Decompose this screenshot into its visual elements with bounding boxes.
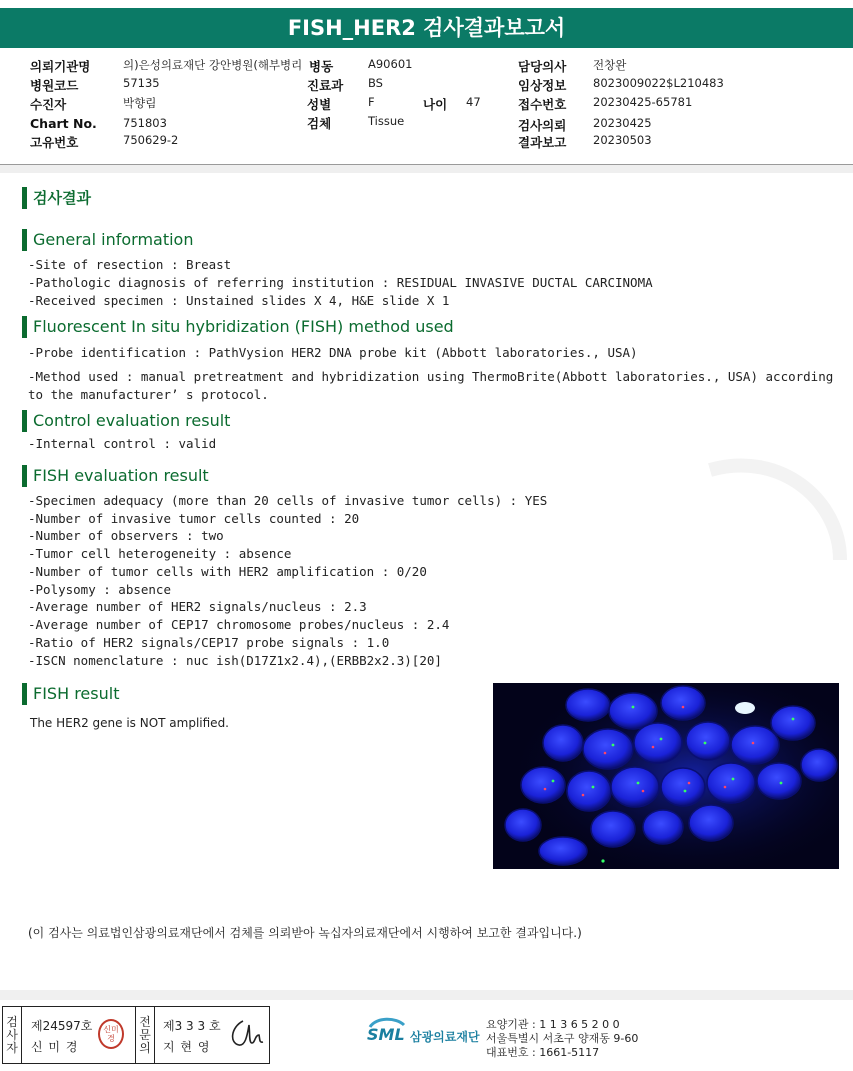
evaluation-line: -Tumor cell heterogeneity : absence <box>28 546 292 561</box>
value-specimen: Tissue <box>368 114 405 128</box>
evaluation-line: -Polysomy : absence <box>28 582 171 597</box>
method-line: -Probe identification : PathVysion HER2 DNA probe kit (Abbott laboratories., USA) <box>28 345 638 360</box>
evaluation-line: -Ratio of HER2 signals/CEP17 probe signals : 1.0 <box>28 635 390 650</box>
section-fish-result-title: FISH result <box>22 683 119 705</box>
method-line: to the manufacturer’ s protocol. <box>28 387 269 402</box>
label-requesting-institution: 의뢰기관명 <box>30 59 91 74</box>
fish-micrograph-image <box>493 683 839 869</box>
evaluation-line: -Average number of CEP17 chromosome probes/nucleus : 2.4 <box>28 617 450 632</box>
general-line: -Pathologic diagnosis of referring institution : RESIDUAL INVASIVE DUCTAL CARCINOMA <box>28 275 653 290</box>
general-line: -Site of resection : Breast <box>28 257 232 272</box>
signature-box <box>2 1006 270 1064</box>
result-heading: 검사결과 <box>22 187 91 209</box>
label-department: 진료과 <box>307 78 344 93</box>
label-ward: 병동 <box>309 59 334 74</box>
evaluation-line: -Average number of HER2 signals/nucleus : 2.3 <box>28 599 367 614</box>
inspector-license: 제24597호 <box>31 1019 93 1033</box>
footer-address: 서울특별시 서초구 양재동 9-60 <box>486 1032 639 1045</box>
footer-band <box>0 990 853 1000</box>
value-department: BS <box>368 76 383 90</box>
label-specimen: 검체 <box>307 116 332 131</box>
label-chart-no: Chart No. <box>30 116 97 131</box>
footer-phone: 대표번호 : 1661-5117 <box>486 1046 600 1059</box>
label-request-date: 검사의뢰 <box>518 118 567 133</box>
section-general-information-title: General information <box>22 229 193 251</box>
logo-text: SML <box>367 1025 405 1044</box>
org-name: 삼광의료재단 <box>410 1030 480 1044</box>
label-sex: 성별 <box>307 97 332 112</box>
section-control-evaluation-title: Control evaluation result <box>22 410 230 432</box>
value-patient: 박향림 <box>123 96 157 110</box>
value-chart-no: 751803 <box>123 116 167 130</box>
value-ward: A90601 <box>368 57 413 71</box>
method-line: -Method used : manual pretreatment and hybridization using ThermoBrite(Abbott laboratories., USA) according <box>28 369 834 384</box>
evaluation-line: -Number of invasive tumor cells counted : 20 <box>28 511 360 526</box>
inspector-label: 검사자 <box>3 1007 22 1063</box>
evaluation-line: -ISCN nomenclature : nuc ish(D17Z1x2.4),(ERBB2x2.3)[20] <box>28 653 442 668</box>
label-patient: 수진자 <box>30 97 67 112</box>
general-line: -Received specimen : Unstained slides X 4, H&E slide X 1 <box>28 293 450 308</box>
label-age: 나이 <box>423 97 448 112</box>
referral-note: (이 검사는 의료법인삼광의료재단에서 검체를 의뢰받아 녹십자의료재단에서 시행하여 보고한 결과입니다.) <box>28 926 582 940</box>
label-receipt-no: 접수번호 <box>518 97 567 112</box>
value-sex: F <box>368 95 375 109</box>
footer-institution-code: 요양기관 : 1 1 3 6 5 2 0 0 <box>486 1018 620 1031</box>
evaluation-line: -Specimen adequacy (more than 20 cells of invasive tumor cells) : YES <box>28 493 548 508</box>
value-clinical-info: 8023009022$L210483 <box>593 76 724 90</box>
specialist-signature <box>225 1017 265 1053</box>
evaluation-line: -Number of tumor cells with HER2 amplification : 0/20 <box>28 564 427 579</box>
specialist-name: 지 현 영 <box>163 1040 211 1054</box>
specialist-license: 제3 3 3 호 <box>163 1019 221 1033</box>
fish-result-text: The HER2 gene is NOT amplified. <box>30 716 229 730</box>
value-hospital-code: 57135 <box>123 76 160 90</box>
header-info <box>0 50 853 165</box>
value-report-date: 20230503 <box>593 133 652 147</box>
label-unique-id: 고유번호 <box>30 135 79 150</box>
section-fish-evaluation-title: FISH evaluation result <box>22 465 209 487</box>
value-receipt-no: 20230425-65781 <box>593 95 693 109</box>
report-title: FISH_HER2 검사결과보고서 <box>0 8 853 48</box>
label-clinical-info: 임상정보 <box>518 78 567 93</box>
sml-logo-icon <box>366 1015 408 1053</box>
control-line: -Internal control : valid <box>28 436 217 451</box>
value-doctor: 전창완 <box>593 58 627 72</box>
evaluation-line: -Number of observers : two <box>28 528 224 543</box>
label-hospital-code: 병원코드 <box>30 78 79 93</box>
specialist-label: 전문의 <box>135 1007 155 1063</box>
value-request-date: 20230425 <box>593 116 652 130</box>
value-requesting-institution: 의)은성의료재단 강안병원(해부병리 <box>123 58 303 72</box>
label-doctor: 담당의사 <box>518 59 567 74</box>
section-fish-method-title: Fluorescent In situ hybridization (FISH) method used <box>22 316 454 338</box>
value-age: 47 <box>466 95 481 109</box>
inspector-stamp: 신미경 <box>98 1019 124 1049</box>
separator-band <box>0 165 853 173</box>
label-report-date: 결과보고 <box>518 135 567 150</box>
inspector-name: 신 미 경 <box>31 1040 79 1054</box>
value-unique-id: 750629-2 <box>123 133 179 147</box>
